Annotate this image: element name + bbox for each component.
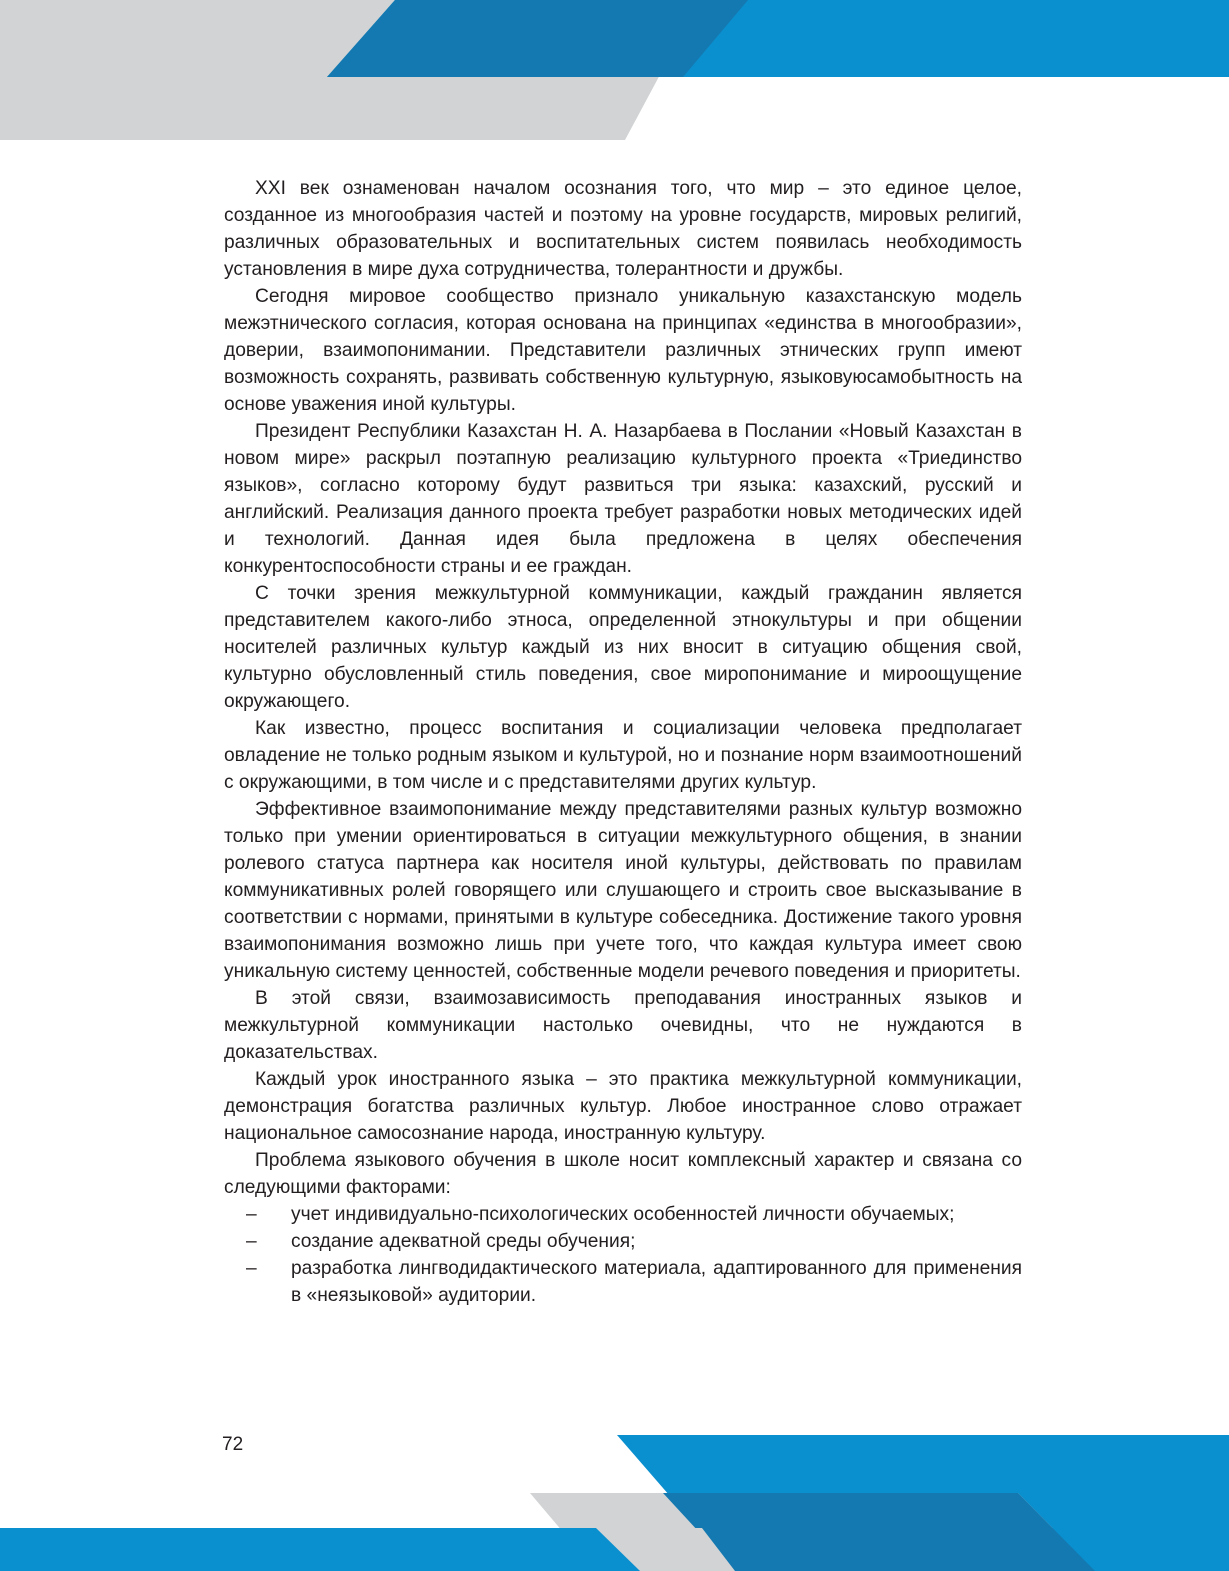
header-blue-overlap <box>327 0 748 77</box>
list-item <box>224 1228 1022 1255</box>
footer-gray-band <box>530 1493 1095 1571</box>
list-dash: – <box>246 1231 257 1252</box>
paragraph: Эффективное взаимопонимание между представителями разных культур возможно только при умении ориентироваться в ситуации межкультурного общения, в знании ролевого статуса партнера как носителя иной культуры, действовать по правилам коммуникативных ролей говорящего или слушающего и строить свое высказывание в соответствии с нормами, принятыми в культуре собеседника. Достижение такого уровня взаимопонимания возможно лишь при учете того, что каждая культура имеет свою уникальную систему ценностей, собственные модели речевого поведения и приоритеты. <box>224 799 1022 982</box>
header-blue-band <box>327 0 1229 77</box>
paragraph: В этой связи, взаимозависимость преподавания иностранных языков и межкультурной коммуникации настолько очевидны, что не нуждаются в доказательствах. <box>224 988 1022 1063</box>
list-item-text: разработка лингводидактического материала, адаптированного для применения в «неязыковой» аудитории. <box>291 1258 1022 1306</box>
list-dash: – <box>246 1258 257 1279</box>
factor-list <box>224 1201 1022 1309</box>
paragraph: С точки зрения межкультурной коммуникации, каждый гражданин является представителем какого-либо этноса, определенной этнокультуры и при общении носителей различных культур каждый из них вносит в ситуацию общения свой, культурно обусловленный стиль поведения, свое миропонимание и мироощущение окружающего. <box>224 583 1022 712</box>
footer-blue-large <box>617 1435 1229 1571</box>
paragraph: Президент Республики Казахстан Н. А. Назарбаева в Послании «Новый Казахстан в новом мире» раскрыл поэтапную реализацию культурного проекта «Триединство языков», согласно которому будут развиться три языка: казахский, русский и английский. Реализация данного проекта требует разработки новых методических идей и технологий. Данная идея была предложена в целях обеспечения конкурентоспособности страны и ее граждан. <box>224 421 1022 577</box>
footer-blue-overlap <box>663 1493 1095 1571</box>
list-dash: – <box>246 1204 257 1225</box>
list-item <box>224 1255 1022 1309</box>
paragraph: Проблема языкового обучения в школе носит комплексный характер и связана со следующими факторами: <box>224 1150 1022 1198</box>
list-item-text: учет индивидуально-психологических особенностей личности обучаемых; <box>291 1204 955 1225</box>
footer-blue-strip <box>0 1528 1229 1571</box>
list-item-text: создание адекватной среды обучения; <box>291 1231 636 1252</box>
paragraph: Как известно, процесс воспитания и социализации человека предполагает овладение не только родным языком и культурой, но и познание норм взаимоотношений с окружающими, в том числе и с представителями других культур. <box>224 718 1022 793</box>
footer-gray-overlap <box>596 1528 735 1571</box>
paragraph: Каждый урок иностранного языка – это практика межкультурной коммуникации, демонстрация богатства различных культур. Любое иностранное слово отражает национальное самосознание народа, иностранную культуру. <box>224 1069 1022 1144</box>
list-item <box>224 1201 1022 1228</box>
header-gray-band <box>0 0 700 140</box>
page-number: 72 <box>222 1434 244 1455</box>
paragraph: XXI век ознаменован началом осознания того, что мир – это единое целое, созданное из многообразия частей и поэтому на уровне государств, мировых религий, различных образовательных и воспитательных систем появилась необходимость установления в мире духа сотрудничества, толерантности и дружбы. <box>224 178 1022 280</box>
page-body <box>224 175 1022 1309</box>
paragraph: Сегодня мировое сообщество признало уникальную казахстанскую модель межэтнического согласия, которая основана на принципах «единства в многообразии», доверии, взаимопонимании. Представители различных этнических групп имеют возможность сохранять, развивать собственную культурную, языковуюсамобытность на основе уважения иной культуры. <box>224 286 1022 415</box>
